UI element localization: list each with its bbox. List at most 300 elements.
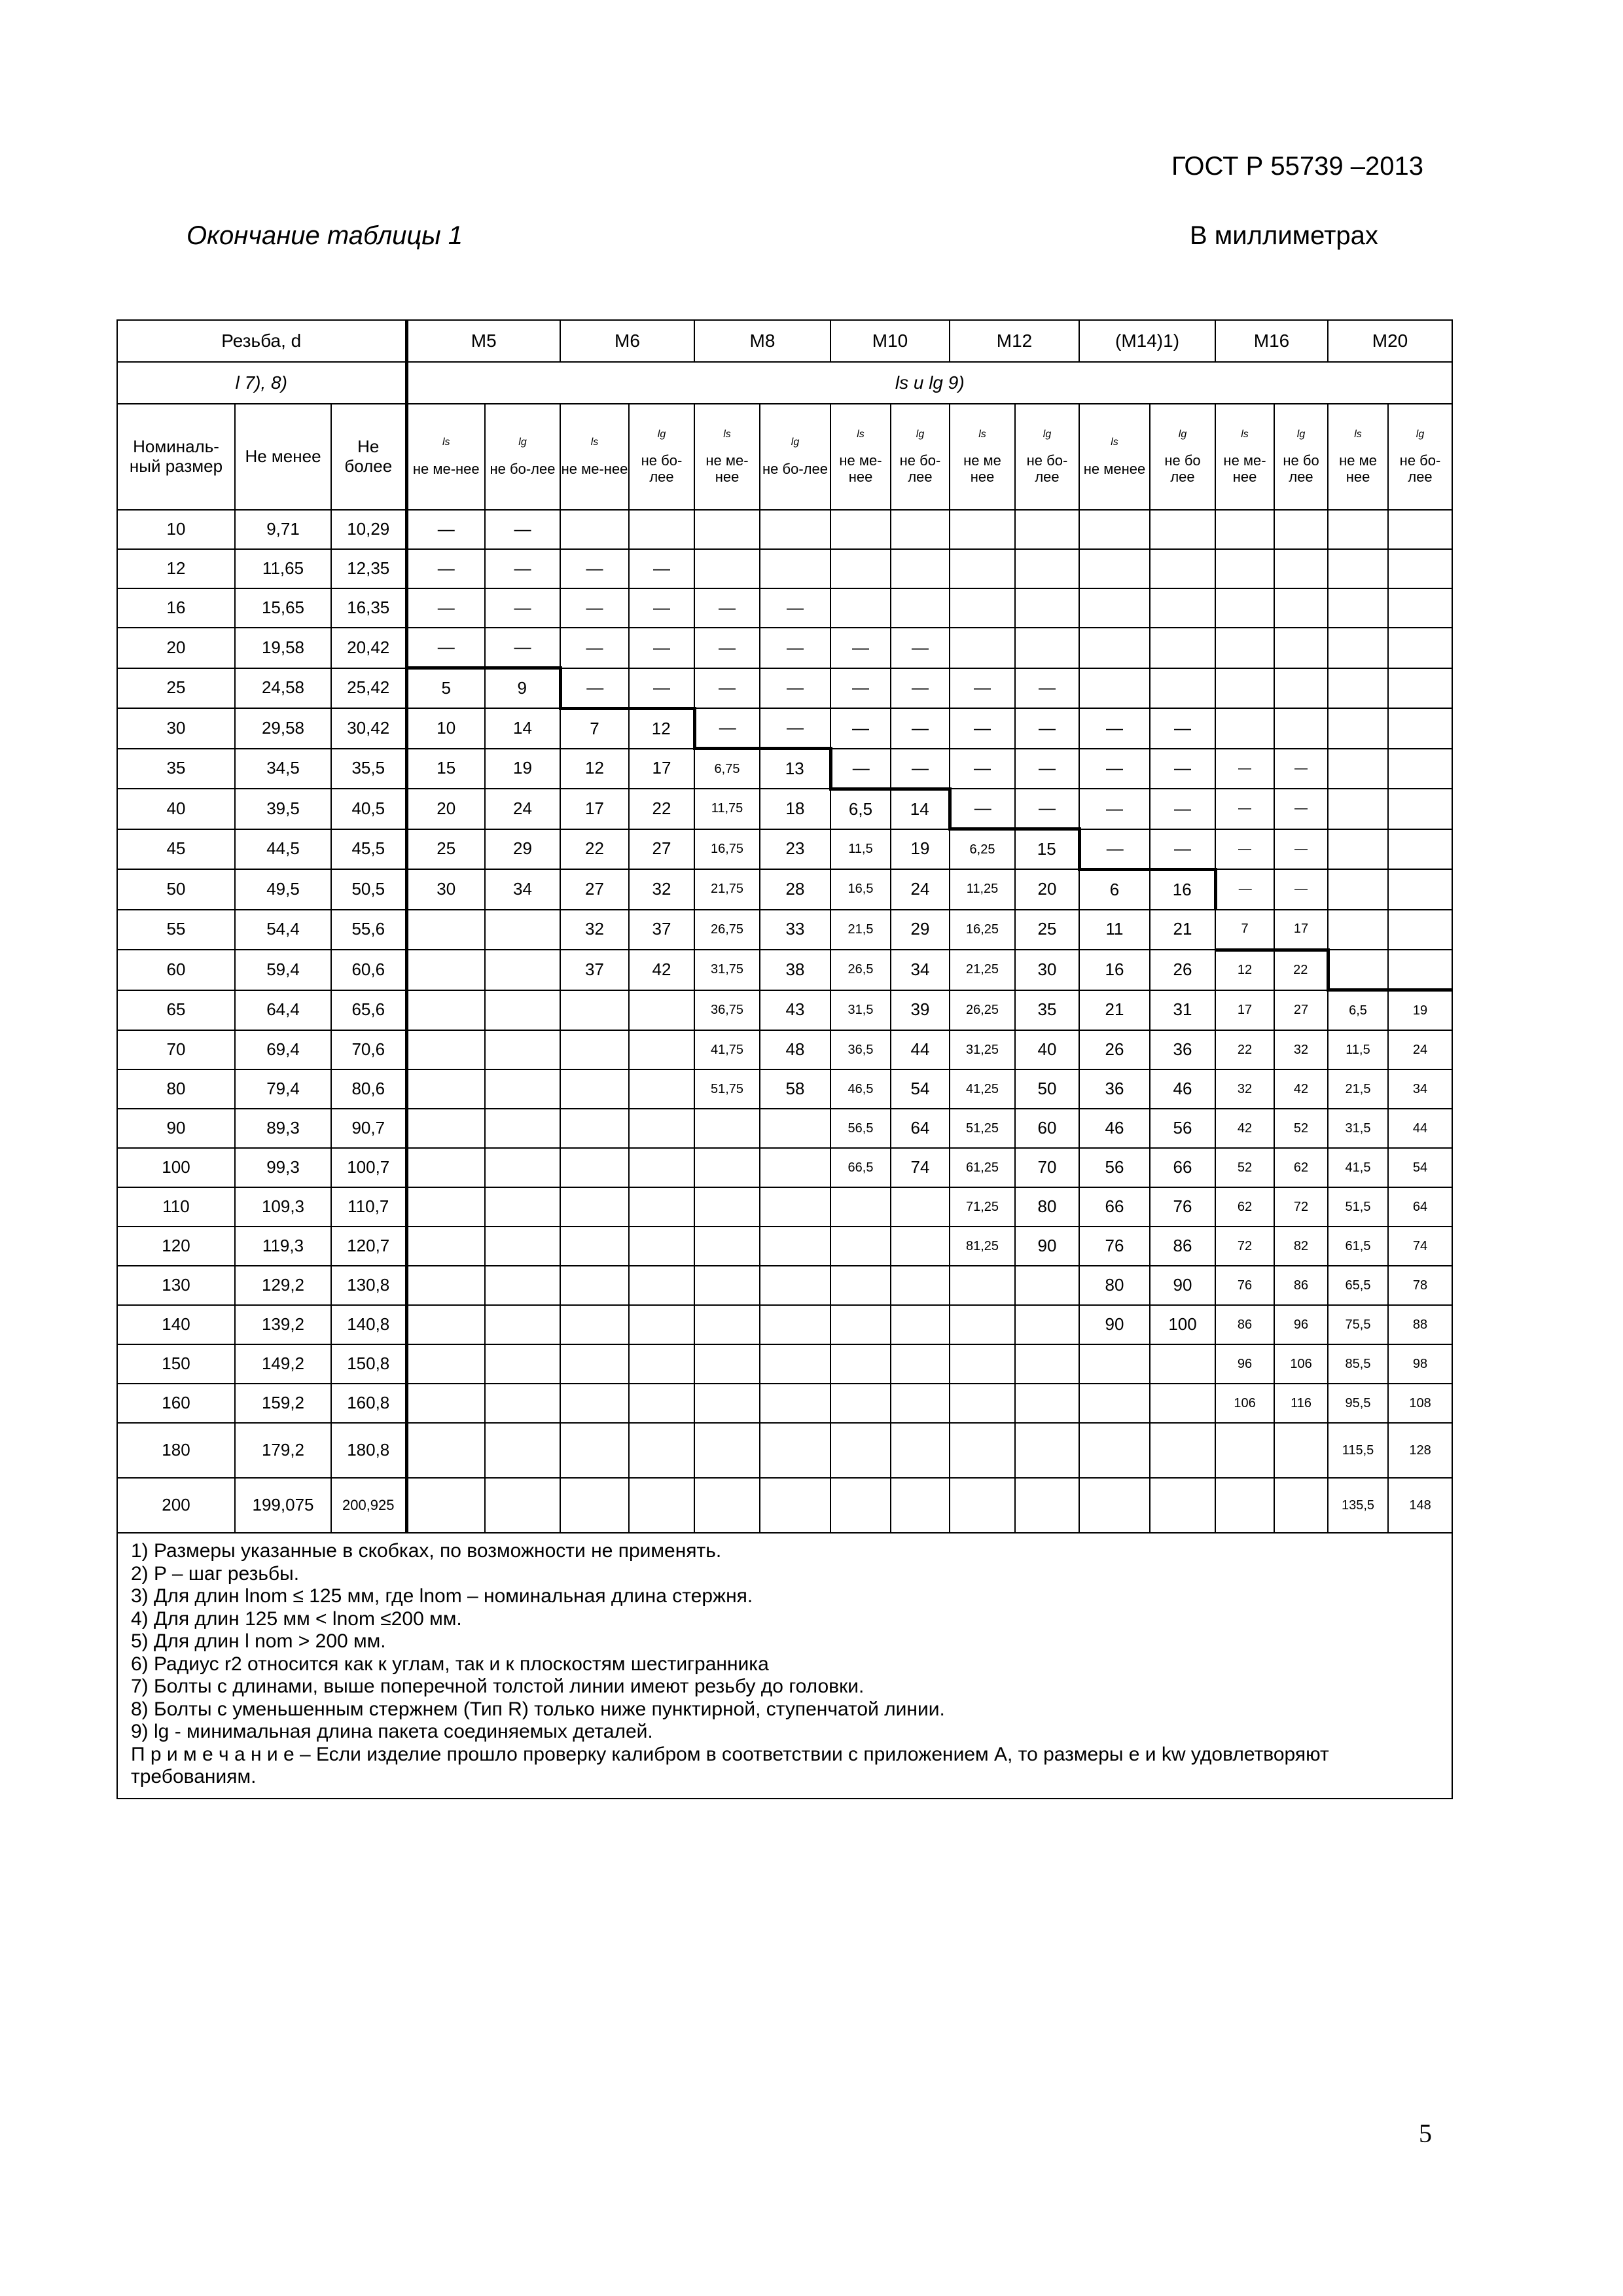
table-cell: 31,25: [950, 1030, 1015, 1069]
page-number: 5: [1419, 2119, 1432, 2148]
subcol-header: [1328, 404, 1388, 510]
table-cell: 10: [406, 708, 485, 749]
table-cell: 21: [1150, 910, 1215, 950]
table-cell: 21,5: [830, 910, 891, 950]
table-cell: [560, 1478, 629, 1533]
table-cell: 37: [560, 950, 629, 990]
table-cell: 115,5: [1328, 1423, 1388, 1478]
table-cell: [1079, 588, 1150, 628]
table-cell: 82: [1274, 1227, 1328, 1266]
subcol-text: не ме-нее: [561, 460, 628, 477]
table-cell: 30: [1015, 950, 1079, 990]
subcol-header: [629, 404, 694, 510]
table-cell: 26,5: [830, 950, 891, 990]
table-cell: 22: [1274, 950, 1328, 990]
table-cell: [1150, 628, 1215, 668]
table-cell: [1150, 588, 1215, 628]
table-cell: —: [950, 708, 1015, 749]
table-cell: 41,5: [1328, 1148, 1388, 1187]
table-cell: [1079, 1423, 1150, 1478]
table-cell: [1388, 950, 1452, 990]
table-cell: 6,25: [950, 829, 1015, 870]
table-cell: 76: [1150, 1187, 1215, 1227]
table-cell: 62: [1274, 1148, 1328, 1187]
table-cell: [1215, 510, 1274, 549]
subcol-header: [406, 404, 485, 510]
table-cell: 42: [1274, 1069, 1328, 1109]
standard-number: ГОСТ Р 55739 –2013: [1171, 152, 1423, 181]
table-cell: [1328, 708, 1388, 749]
table-cell: 20: [406, 789, 485, 829]
table-cell: [1328, 869, 1388, 910]
table-cell: 100: [117, 1148, 235, 1187]
table-cell: [830, 1478, 891, 1533]
table-cell: 20: [1015, 869, 1079, 910]
table-row: [117, 869, 1452, 910]
table-cell: [760, 1344, 830, 1384]
table-cell: —: [1079, 789, 1150, 829]
table-cell: [1215, 549, 1274, 588]
table-cell: 19: [891, 829, 950, 870]
table-cell: [406, 910, 485, 950]
table-cell: 21,75: [694, 869, 760, 910]
table-cell: —: [1079, 829, 1150, 870]
subcol-text: не менее: [1083, 460, 1146, 477]
table-cell: [1150, 1384, 1215, 1423]
table-cell: 150: [117, 1344, 235, 1384]
table-row: [117, 708, 1452, 749]
table-cell: [760, 1109, 830, 1148]
table-cell: 29,58: [235, 708, 331, 749]
table-cell: 200: [117, 1478, 235, 1533]
subcol-text: не бо лее: [1283, 452, 1319, 486]
table-cell: [1388, 829, 1452, 870]
subcol-symbol: lg: [518, 437, 527, 448]
subcol-text: не бо лее: [1164, 452, 1201, 486]
table-cell: [950, 549, 1015, 588]
table-cell: [950, 588, 1015, 628]
table-cell: —: [950, 749, 1015, 789]
table-cell: [950, 1344, 1015, 1384]
table-cell: [830, 549, 891, 588]
table-cell: [485, 990, 560, 1031]
table-cell: [629, 1187, 694, 1227]
table-cell: 86: [1150, 1227, 1215, 1266]
subcol-symbol: lg: [1416, 428, 1425, 440]
table-cell: [1015, 1305, 1079, 1344]
table-cell: [1150, 1423, 1215, 1478]
table-cell: 80: [117, 1069, 235, 1109]
table-cell: [1388, 708, 1452, 749]
table-cell: [760, 1478, 830, 1533]
table-cell: 12: [1215, 950, 1274, 990]
table-cell: 36,5: [830, 1030, 891, 1069]
table-cell: 159,2: [235, 1384, 331, 1423]
table-cell: 36: [1150, 1030, 1215, 1069]
table-cell: 109,3: [235, 1187, 331, 1227]
table-cell: [406, 1305, 485, 1344]
table-cell: 70: [1015, 1148, 1079, 1187]
table-cell: [830, 1384, 891, 1423]
table-cell: [1388, 749, 1452, 789]
table-cell: 46,5: [830, 1069, 891, 1109]
table-cell: 25,42: [331, 668, 406, 709]
table-cell: 38: [760, 950, 830, 990]
table-cell: 12: [629, 708, 694, 749]
table-cell: 80: [1079, 1266, 1150, 1305]
table-cell: [406, 1227, 485, 1266]
table-cell: 20,42: [331, 628, 406, 668]
table-cell: 11,5: [1328, 1030, 1388, 1069]
table-cell: 59,4: [235, 950, 331, 990]
table-cell: [629, 990, 694, 1031]
table-cell: 65,6: [331, 990, 406, 1031]
table-cell: 14: [891, 789, 950, 829]
table-cell: 10: [117, 510, 235, 549]
table-cell: [1328, 829, 1388, 870]
table-cell: 35,5: [331, 749, 406, 789]
table-cell: 66: [1079, 1187, 1150, 1227]
table-cell: [891, 1305, 950, 1344]
table-cell: [1150, 1344, 1215, 1384]
table-cell: 35: [117, 749, 235, 789]
subcol-symbol: lg: [1296, 428, 1306, 440]
table-cell: —: [485, 549, 560, 588]
table-row: [117, 789, 1452, 829]
table-cell: [694, 549, 760, 588]
table-cell: 80: [1015, 1187, 1079, 1227]
table-cell: 148: [1388, 1478, 1452, 1533]
table-cell: 180: [117, 1423, 235, 1478]
table-cell: [560, 1030, 629, 1069]
table-cell: 39: [891, 990, 950, 1031]
table-cell: 32: [1215, 1069, 1274, 1109]
table-cell: [406, 1344, 485, 1384]
table-cell: [629, 1478, 694, 1533]
table-cell: 65: [117, 990, 235, 1031]
table-cell: 11,5: [830, 829, 891, 870]
table-cell: 16: [1150, 869, 1215, 910]
table-cell: 31,75: [694, 950, 760, 990]
table-cell: [406, 950, 485, 990]
table-row: [117, 990, 1452, 1031]
table-cell: 16,75: [694, 829, 760, 870]
table-cell: 18: [760, 789, 830, 829]
subcol-header: [1015, 404, 1079, 510]
table-cell: 22: [560, 829, 629, 870]
table-cell: 56,5: [830, 1109, 891, 1148]
table-cell: 89,3: [235, 1109, 331, 1148]
table-cell: 110: [117, 1187, 235, 1227]
table-cell: 70: [117, 1030, 235, 1069]
table-cell: 12: [117, 549, 235, 588]
table-cell: —: [1079, 708, 1150, 749]
table-cell: [891, 1227, 950, 1266]
table-cell: [629, 1148, 694, 1187]
subcol-header: [1274, 404, 1328, 510]
table-cell: [629, 1305, 694, 1344]
subcol-text: не ме-нее: [1223, 452, 1266, 486]
table-cell: 106: [1274, 1344, 1328, 1384]
table-cell: [1388, 510, 1452, 549]
table-cell: 61,25: [950, 1148, 1015, 1187]
table-cell: —: [1150, 789, 1215, 829]
table-cell: 26,25: [950, 990, 1015, 1031]
table-cell: 41,75: [694, 1030, 760, 1069]
table-cell: [485, 1384, 560, 1423]
table-cell: —: [950, 668, 1015, 709]
table-cell: 16: [117, 588, 235, 628]
table-cell: [1328, 749, 1388, 789]
table-cell: [1388, 588, 1452, 628]
thread-m6: M6: [560, 320, 694, 362]
table-cell: [760, 1266, 830, 1305]
table-cell: [760, 1384, 830, 1423]
table-cell: 74: [1388, 1227, 1452, 1266]
subcol-header: [830, 404, 891, 510]
table-cell: [760, 1305, 830, 1344]
table-cell: [891, 1478, 950, 1533]
subcol-symbol: ls: [1241, 428, 1249, 440]
table-cell: [406, 1069, 485, 1109]
table-cell: [1388, 668, 1452, 709]
table-cell: 128: [1388, 1423, 1452, 1478]
table-cell: [1079, 1478, 1150, 1533]
table-cell: 44: [891, 1030, 950, 1069]
table-cell: 108: [1388, 1384, 1452, 1423]
table-cell: [406, 1109, 485, 1148]
table-cell: 90: [1150, 1266, 1215, 1305]
table-notes: [117, 1533, 1452, 1799]
table-cell: 11,75: [694, 789, 760, 829]
table-cell: 29: [485, 829, 560, 870]
table-cell: [891, 510, 950, 549]
thread-m8: M8: [694, 320, 830, 362]
subcol-symbol: ls: [978, 428, 986, 440]
table-cell: 9: [485, 668, 560, 709]
table-cell: 54: [1388, 1148, 1452, 1187]
table-cell: [485, 1187, 560, 1227]
table-cell: —: [560, 549, 629, 588]
table-cell: [485, 1423, 560, 1478]
table-cell: [1079, 1384, 1150, 1423]
table-cell: 70,6: [331, 1030, 406, 1069]
table-cell: 100: [1150, 1305, 1215, 1344]
table-cell: [1215, 708, 1274, 749]
table-cell: —: [1274, 829, 1328, 870]
table-cell: [629, 1423, 694, 1478]
table-cell: [760, 1187, 830, 1227]
table-cell: —: [694, 668, 760, 709]
table-cell: [1215, 1478, 1274, 1533]
table-cell: 99,3: [235, 1148, 331, 1187]
table-cell: 81,25: [950, 1227, 1015, 1266]
table-cell: 45: [117, 829, 235, 870]
table-cell: [629, 1069, 694, 1109]
subcol-symbol: lg: [657, 428, 666, 440]
note-line: 8) Болты с уменьшенным стержнем (Тип R) только ниже пунктирной, ступенчатой линии.: [131, 1698, 945, 1720]
table-row: [117, 628, 1452, 668]
table-cell: 21,5: [1328, 1069, 1388, 1109]
table-cell: [629, 1030, 694, 1069]
table-row: [117, 1030, 1452, 1069]
table-cell: 34: [485, 869, 560, 910]
table-cell: 24: [485, 789, 560, 829]
subcol-text: не бо-лее: [490, 460, 556, 477]
table-cell: [1215, 628, 1274, 668]
table-cell: 44,5: [235, 829, 331, 870]
table-cell: —: [1215, 829, 1274, 870]
subcol-symbol: ls: [1354, 428, 1362, 440]
table-cell: 135,5: [1328, 1478, 1388, 1533]
table-cell: [950, 1305, 1015, 1344]
table-cell: 14: [485, 708, 560, 749]
table-cell: 139,2: [235, 1305, 331, 1344]
table-cell: [406, 1423, 485, 1478]
table-cell: [1274, 708, 1328, 749]
table-cell: [694, 510, 760, 549]
table-cell: [1328, 628, 1388, 668]
table-cell: 48: [760, 1030, 830, 1069]
note-line: 5) Для длин l nom > 200 мм.: [131, 1630, 386, 1652]
table-cell: 98: [1388, 1344, 1452, 1384]
table-cell: —: [694, 708, 760, 749]
table-cell: 71,25: [950, 1187, 1015, 1227]
col-min: Не менее: [235, 404, 331, 510]
table-cell: [1015, 1344, 1079, 1384]
table-cell: 129,2: [235, 1266, 331, 1305]
table-cell: [1328, 588, 1388, 628]
table-cell: 17: [1215, 990, 1274, 1031]
table-cell: 54: [891, 1069, 950, 1109]
table-cell: 42: [629, 950, 694, 990]
table-cell: 88: [1388, 1305, 1452, 1344]
subcol-text: не ме нее: [1339, 452, 1377, 486]
table-cell: 43: [760, 990, 830, 1031]
table-cell: 160: [117, 1384, 235, 1423]
table-cell: 11: [1079, 910, 1150, 950]
table-cell: 27: [1274, 990, 1328, 1031]
table-cell: [560, 510, 629, 549]
subcol-symbol: ls: [590, 437, 599, 448]
table-cell: 32: [629, 869, 694, 910]
table-row: [117, 1344, 1452, 1384]
subcol-symbol: lg: [916, 428, 925, 440]
table-cell: [891, 1384, 950, 1423]
table-cell: [950, 628, 1015, 668]
table-cell: —: [629, 588, 694, 628]
note-line: 3) Для длин lnom ≤ 125 мм, где lnom – номинальная длина стержня.: [131, 1585, 753, 1607]
table-row: [117, 1227, 1452, 1266]
table-cell: 6: [1079, 869, 1150, 910]
table-cell: [560, 1227, 629, 1266]
table-cell: 34: [891, 950, 950, 990]
table-cell: [830, 588, 891, 628]
table-cell: 6,5: [1328, 990, 1388, 1031]
length-header: l 7), 8): [117, 362, 406, 404]
table-cell: 10,29: [331, 510, 406, 549]
table-row: [117, 588, 1452, 628]
table-cell: [1328, 789, 1388, 829]
table-cell: 85,5: [1328, 1344, 1388, 1384]
table-cell: 22: [629, 789, 694, 829]
table-cell: [891, 549, 950, 588]
table-cell: —: [694, 588, 760, 628]
table-cell: —: [485, 628, 560, 668]
table-cell: 27: [629, 829, 694, 870]
table-cell: [1328, 910, 1388, 950]
table-cell: 7: [1215, 910, 1274, 950]
table-cell: 51,75: [694, 1069, 760, 1109]
table-cell: 31,5: [1328, 1109, 1388, 1148]
table-cell: 51,25: [950, 1109, 1015, 1148]
table-cell: [1015, 588, 1079, 628]
table-cell: [1274, 510, 1328, 549]
table-cell: [694, 1478, 760, 1533]
table-cell: [1150, 1478, 1215, 1533]
table-cell: —: [760, 668, 830, 709]
table-cell: —: [1015, 708, 1079, 749]
table-cell: [760, 1423, 830, 1478]
table-cell: 26,75: [694, 910, 760, 950]
table-cell: [629, 510, 694, 549]
table-cell: [830, 1344, 891, 1384]
table-cell: 30: [406, 869, 485, 910]
table-cell: 64: [891, 1109, 950, 1148]
table-cell: 50,5: [331, 869, 406, 910]
table-cell: [485, 1227, 560, 1266]
table-cell: [560, 1069, 629, 1109]
table-cell: —: [1274, 789, 1328, 829]
table-cell: 140: [117, 1305, 235, 1344]
table-cell: 19,58: [235, 628, 331, 668]
table-cell: 90: [1079, 1305, 1150, 1344]
table-row: [117, 1109, 1452, 1148]
table-cell: [485, 1305, 560, 1344]
table-cell: 28: [760, 869, 830, 910]
table-cell: 19: [485, 749, 560, 789]
table-cell: [1274, 628, 1328, 668]
table-cell: [891, 1344, 950, 1384]
table-cell: [830, 510, 891, 549]
note-line: 9) lg - минимальная длина пакета соединяемых деталей.: [131, 1721, 653, 1742]
table-cell: 51,5: [1328, 1187, 1388, 1227]
table-cell: 86: [1274, 1266, 1328, 1305]
table-cell: 21: [1079, 990, 1150, 1031]
subcol-symbol: ls: [723, 428, 731, 440]
table-cell: 37: [629, 910, 694, 950]
table-cell: [1215, 668, 1274, 709]
thread-m5: M5: [406, 320, 560, 362]
note-line: 4) Для длин 125 мм < lnom ≤200 мм.: [131, 1607, 462, 1630]
table-cell: [1328, 549, 1388, 588]
ls-lg-header: ls и lg 9): [406, 362, 1452, 404]
subcol-symbol: lg: [791, 437, 800, 448]
table-cell: [1079, 549, 1150, 588]
table-cell: [891, 1266, 950, 1305]
table-caption: Окончание таблицы 1: [187, 221, 463, 250]
table-cell: [406, 1478, 485, 1533]
table-cell: 30: [117, 708, 235, 749]
table-cell: 64,4: [235, 990, 331, 1031]
table-cell: [950, 1478, 1015, 1533]
subcol-text: не ме-нее: [705, 452, 749, 486]
table-cell: [485, 950, 560, 990]
table-cell: 12,35: [331, 549, 406, 588]
table-cell: 55: [117, 910, 235, 950]
table-cell: 29: [891, 910, 950, 950]
table-cell: 58: [760, 1069, 830, 1109]
